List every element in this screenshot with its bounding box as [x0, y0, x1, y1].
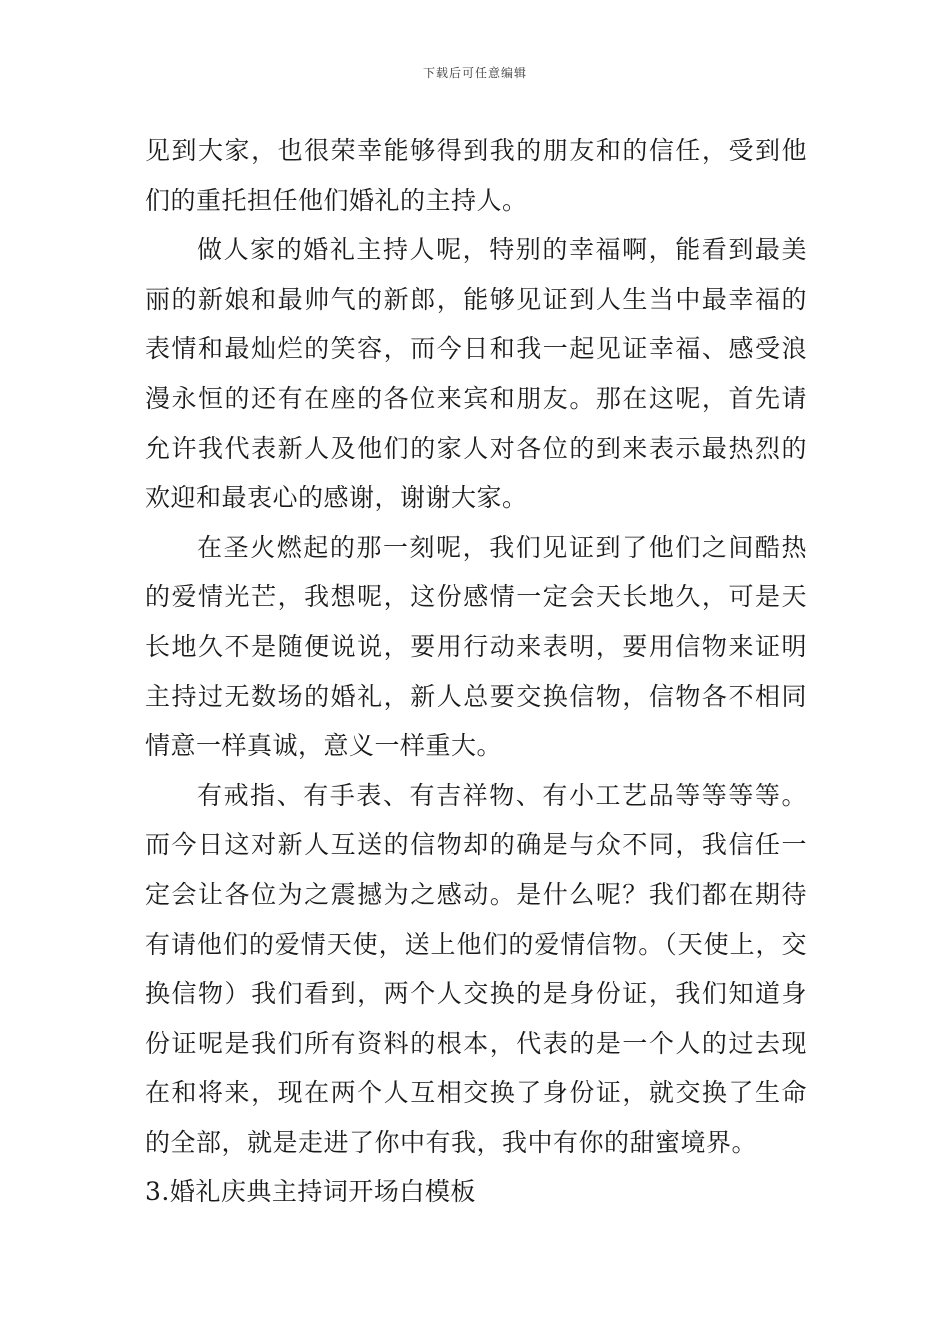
paragraph-host-intro: 做人家的婚礼主持人呢，特别的幸福啊，能看到最美丽的新娘和最帅气的新郎，能够见证到人生当中最幸福的表情和最灿烂的笑容，而今日和我一起见证幸福、感受浪漫永恒的还有在座的各位来宾和朋友。那在这呢，首先请允许我代表新人及他们的家人对各位的到来表示最热烈的欢迎和最衷心的感谢，谢谢大家。 [145, 235, 807, 513]
document-body [145, 126, 807, 1217]
paragraph-continuation: 见到大家，也很荣幸能够得到我的朋友和的信任，受到他们的重托担任他们婚礼的主持人。 [145, 136, 807, 215]
paragraph-sacred-fire: 在圣火燃起的那一刻呢，我们见证到了他们之间酷热的爱情光芒，我想呢，这份感情一定会天长地久，可是天长地久不是随便说说，要用行动来表明，要用信物来证明主持过无数场的婚礼，新人总要交换信物，信物各不相同情意一样真诚，意义一样重大。 [145, 532, 807, 761]
section-heading: 3.婚礼庆典主持词开场白模板 [145, 1177, 476, 1207]
paragraph-token-exchange: 有戒指、有手表、有吉祥物、有小工艺品等等等等。而今日这对新人互送的信物却的确是与众不同，我信任一定会让各位为之震撼为之感动。是什么呢？我们都在期待有请他们的爱情天使，送上他们的爱情信物。（天使上，交换信物）我们看到，两个人交换的是身份证，我们知道身份证呢是我们所有资料的根本，代表的是一个人的过去现在和将来，现在两个人互相交换了身份证，就交换了生命的全部，就是走进了你中有我，我中有你的甜蜜境界。 [145, 780, 807, 1157]
page-header-note: 下载后可任意编辑 [422, 66, 527, 80]
